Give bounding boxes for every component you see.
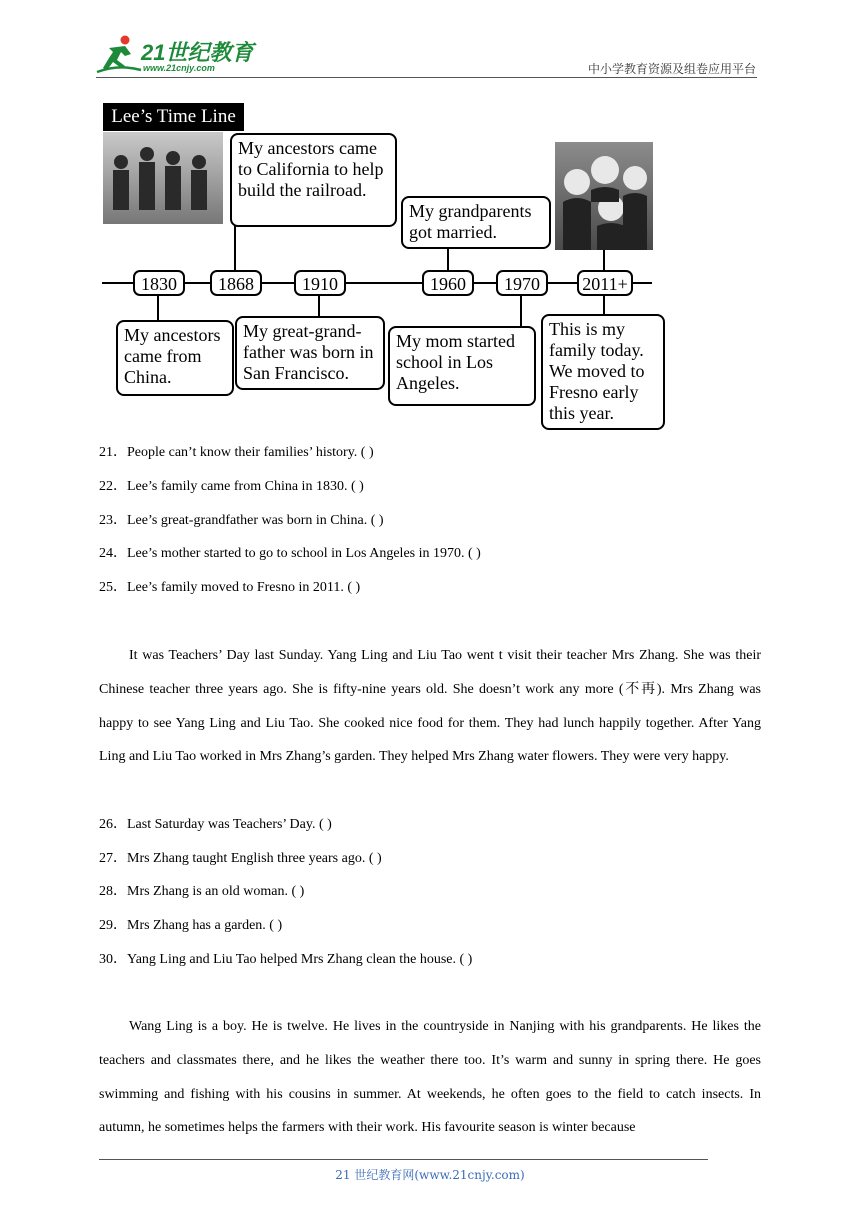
question-21: 21．People can’t know their families’ history. ( ) (99, 445, 374, 460)
question-22: 22．Lee’s family came from China in 1830. ( ) (99, 479, 364, 494)
footer-link[interactable]: 21 世纪教育网(www.21cnjy.com) (335, 1168, 525, 1182)
year-1830: 1830 (133, 270, 185, 296)
stem-1910-down (318, 296, 320, 316)
bubble-1970: My mom started school in Los Angeles. (388, 326, 536, 406)
question-24: 24．Lee’s mother started to go to school in Los Angeles in 1970. ( ) (99, 546, 481, 561)
ancestors-photo (103, 132, 223, 224)
running-person-icon (95, 34, 143, 76)
bubble-2011: This is my family today. We moved to Fresno early this year. (541, 314, 665, 430)
year-1868: 1868 (210, 270, 262, 296)
year-2011: 2011+ (577, 270, 633, 296)
question-25: 25．Lee’s family moved to Fresno in 2011. ( ) (99, 580, 361, 595)
question-30: 30．Yang Ling and Liu Tao helped Mrs Zhang clean the house. ( ) (99, 952, 473, 967)
stem-2011-down (603, 296, 605, 314)
passage-teachers-day: It was Teachers’ Day last Sunday. Yang Ling and Liu Tao went t visit their teacher Mrs Zhang. She was their Chinese teacher three years ago. She is fifty-nine years old. She doesn’t work any more (不再). Mrs Zhang was happy to see Yang Ling and Liu Tao. She cooked nice food for them. They had lunch happily together. After Yang Ling and Liu Tao worked in Mrs Zhang’s garden. They helped Mrs Zhang water flowers. They were very happy. (99, 648, 761, 765)
bubble-1910: My great-grand-father was born in San Francisco. (235, 316, 385, 390)
family-photo (555, 142, 653, 250)
year-1970: 1970 (496, 270, 548, 296)
brand-name: 21世纪教育 (141, 40, 254, 65)
year-1910: 1910 (294, 270, 346, 296)
question-23: 23．Lee’s great-grandfather was born in China. ( ) (99, 513, 384, 528)
site-logo[interactable] (95, 34, 265, 78)
stem-1960-up (447, 248, 449, 270)
bubble-1868: My ancestors came to California to help build the railroad. (230, 133, 397, 227)
bubble-1960: My grandparents got married. (401, 196, 551, 249)
question-28: 28．Mrs Zhang is an old woman. ( ) (99, 884, 305, 899)
brand-url: www.21cnjy.com (143, 63, 215, 73)
bubble-1830: My ancestors came from China. (116, 320, 234, 396)
stem-2011-up (603, 250, 605, 270)
year-1960: 1960 (422, 270, 474, 296)
platform-tagline: 中小学教育资源及组卷应用平台 (587, 62, 756, 76)
footer-divider (99, 1159, 708, 1160)
timeline-figure (100, 100, 670, 435)
stem-1830-down (157, 296, 159, 320)
stem-1868-up (234, 225, 236, 270)
page-header (0, 0, 860, 80)
timeline-title: Lee’s Time Line (103, 103, 244, 131)
question-29: 29．Mrs Zhang has a garden. ( ) (99, 918, 283, 933)
question-27: 27．Mrs Zhang taught English three years ago. ( ) (99, 851, 382, 866)
question-26: 26．Last Saturday was Teachers’ Day. ( ) (99, 817, 332, 832)
header-divider (96, 77, 757, 78)
passage-wang-ling: Wang Ling is a boy. He is twelve. He lives in the countryside in Nanjing with his grandparents. He likes the teachers and classmates there, and he likes the weather there too. It’s warm and sunny in spring there. He goes swimming and fishing with his cousins in summer. At weekends, he often goes to the field to catch insects. In autumn, he sometimes helps the farmers with their work. His favourite season is winter because (99, 1019, 761, 1136)
stem-1970-down (520, 296, 522, 326)
